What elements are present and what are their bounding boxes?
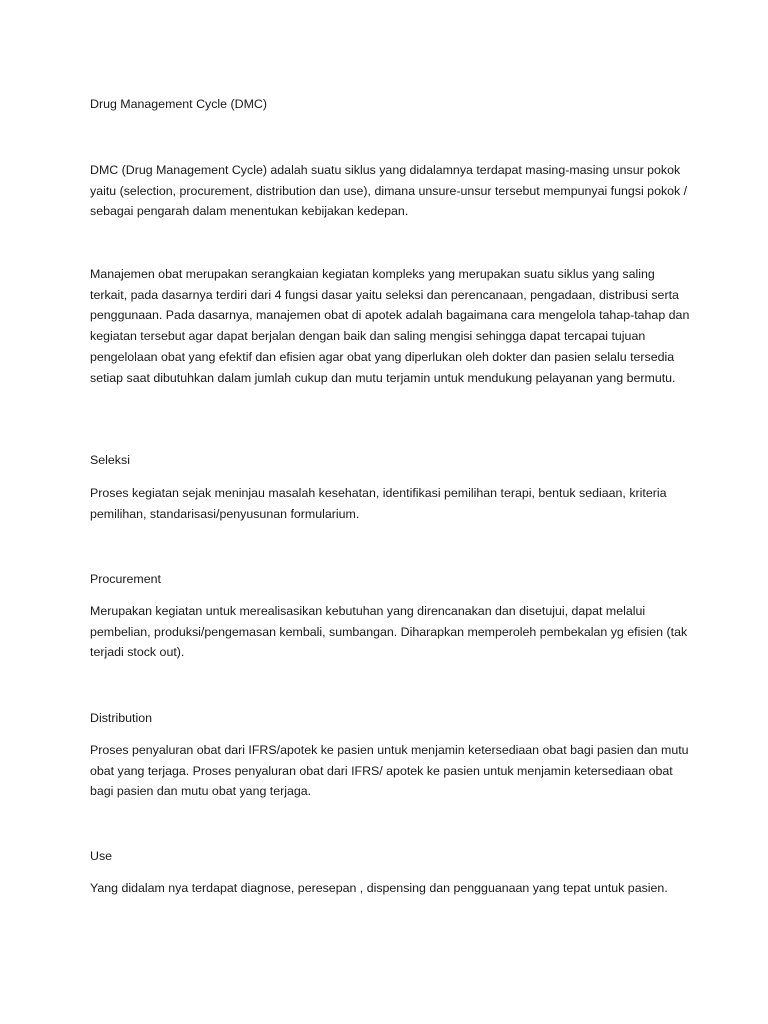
intro-paragraph: DMC (Drug Management Cycle) adalah suatu siklus yang didalamnya terdapat masing-masing unsur pokok yaitu (selection, procurement, distribution dan use), dimana unsure-unsur tersebut mempunyai fungsi pokok / sebagai pengarah dalam menentukan kebijakan kedepan. xyxy=(90,163,688,219)
section-heading-seleksi: Seleksi xyxy=(90,453,130,467)
section-body-distribution: Proses penyaluran obat dari IFRS/apotek ke pasien untuk menjamin ketersediaan obat bagi pasien dan mutu obat yang terjaga. Proses penyaluran obat dari IFRS/ apotek ke pasien untuk menjamin ketersediaan obat bagi pasien dan mutu obat yang terjaga. xyxy=(90,743,689,799)
section-body-use: Yang didalam nya terdapat diagnose, peresepan , dispensing dan pengguanaan yang tepat untuk pasien. xyxy=(90,881,668,895)
section-body-procurement: Merupakan kegiatan untuk merealisasikan kebutuhan yang direncanakan dan disetujui, dapat melalui pembelian, produksi/pengemasan kembali, sumbangan. Diharapkan memperoleh pembekalan yg efisien (tak terjadi stock out). xyxy=(90,604,688,660)
section-heading-use: Use xyxy=(90,849,113,863)
section-heading-distribution: Distribution xyxy=(90,711,152,725)
document-title: Drug Management Cycle (DMC) xyxy=(90,97,267,111)
overview-paragraph: Manajemen obat merupakan serangkaian kegiatan kompleks yang merupakan suatu siklus yang saling terkait, pada dasarnya terdiri dari 4 fungsi dasar yaitu seleksi dan perencanaan, pengadaan, distribusi serta penggunaan. Pada dasarnya, manajemen obat di apotek adalah bagaimana cara mengelola tahap-tahap dan kegiatan tersebut agar dapat berjalan dengan baik dan saling mengisi sehingga dapat tercapai tujuan pengelolaan obat yang efektif dan efisien agar obat yang diperlukan oleh dokter dan pasien selalu tersedia setiap saat dibutuhkan dalam jumlah cukup dan mutu terjamin untuk mendukung pelayanan yang bermutu. xyxy=(90,267,690,385)
section-heading-procurement: Procurement xyxy=(90,572,161,586)
section-body-seleksi: Proses kegiatan sejak meninjau masalah kesehatan, identifikasi pemilihan terapi, bentuk sediaan, kriteria pemilihan, standarisasi/penyusunan formularium. xyxy=(90,486,667,521)
